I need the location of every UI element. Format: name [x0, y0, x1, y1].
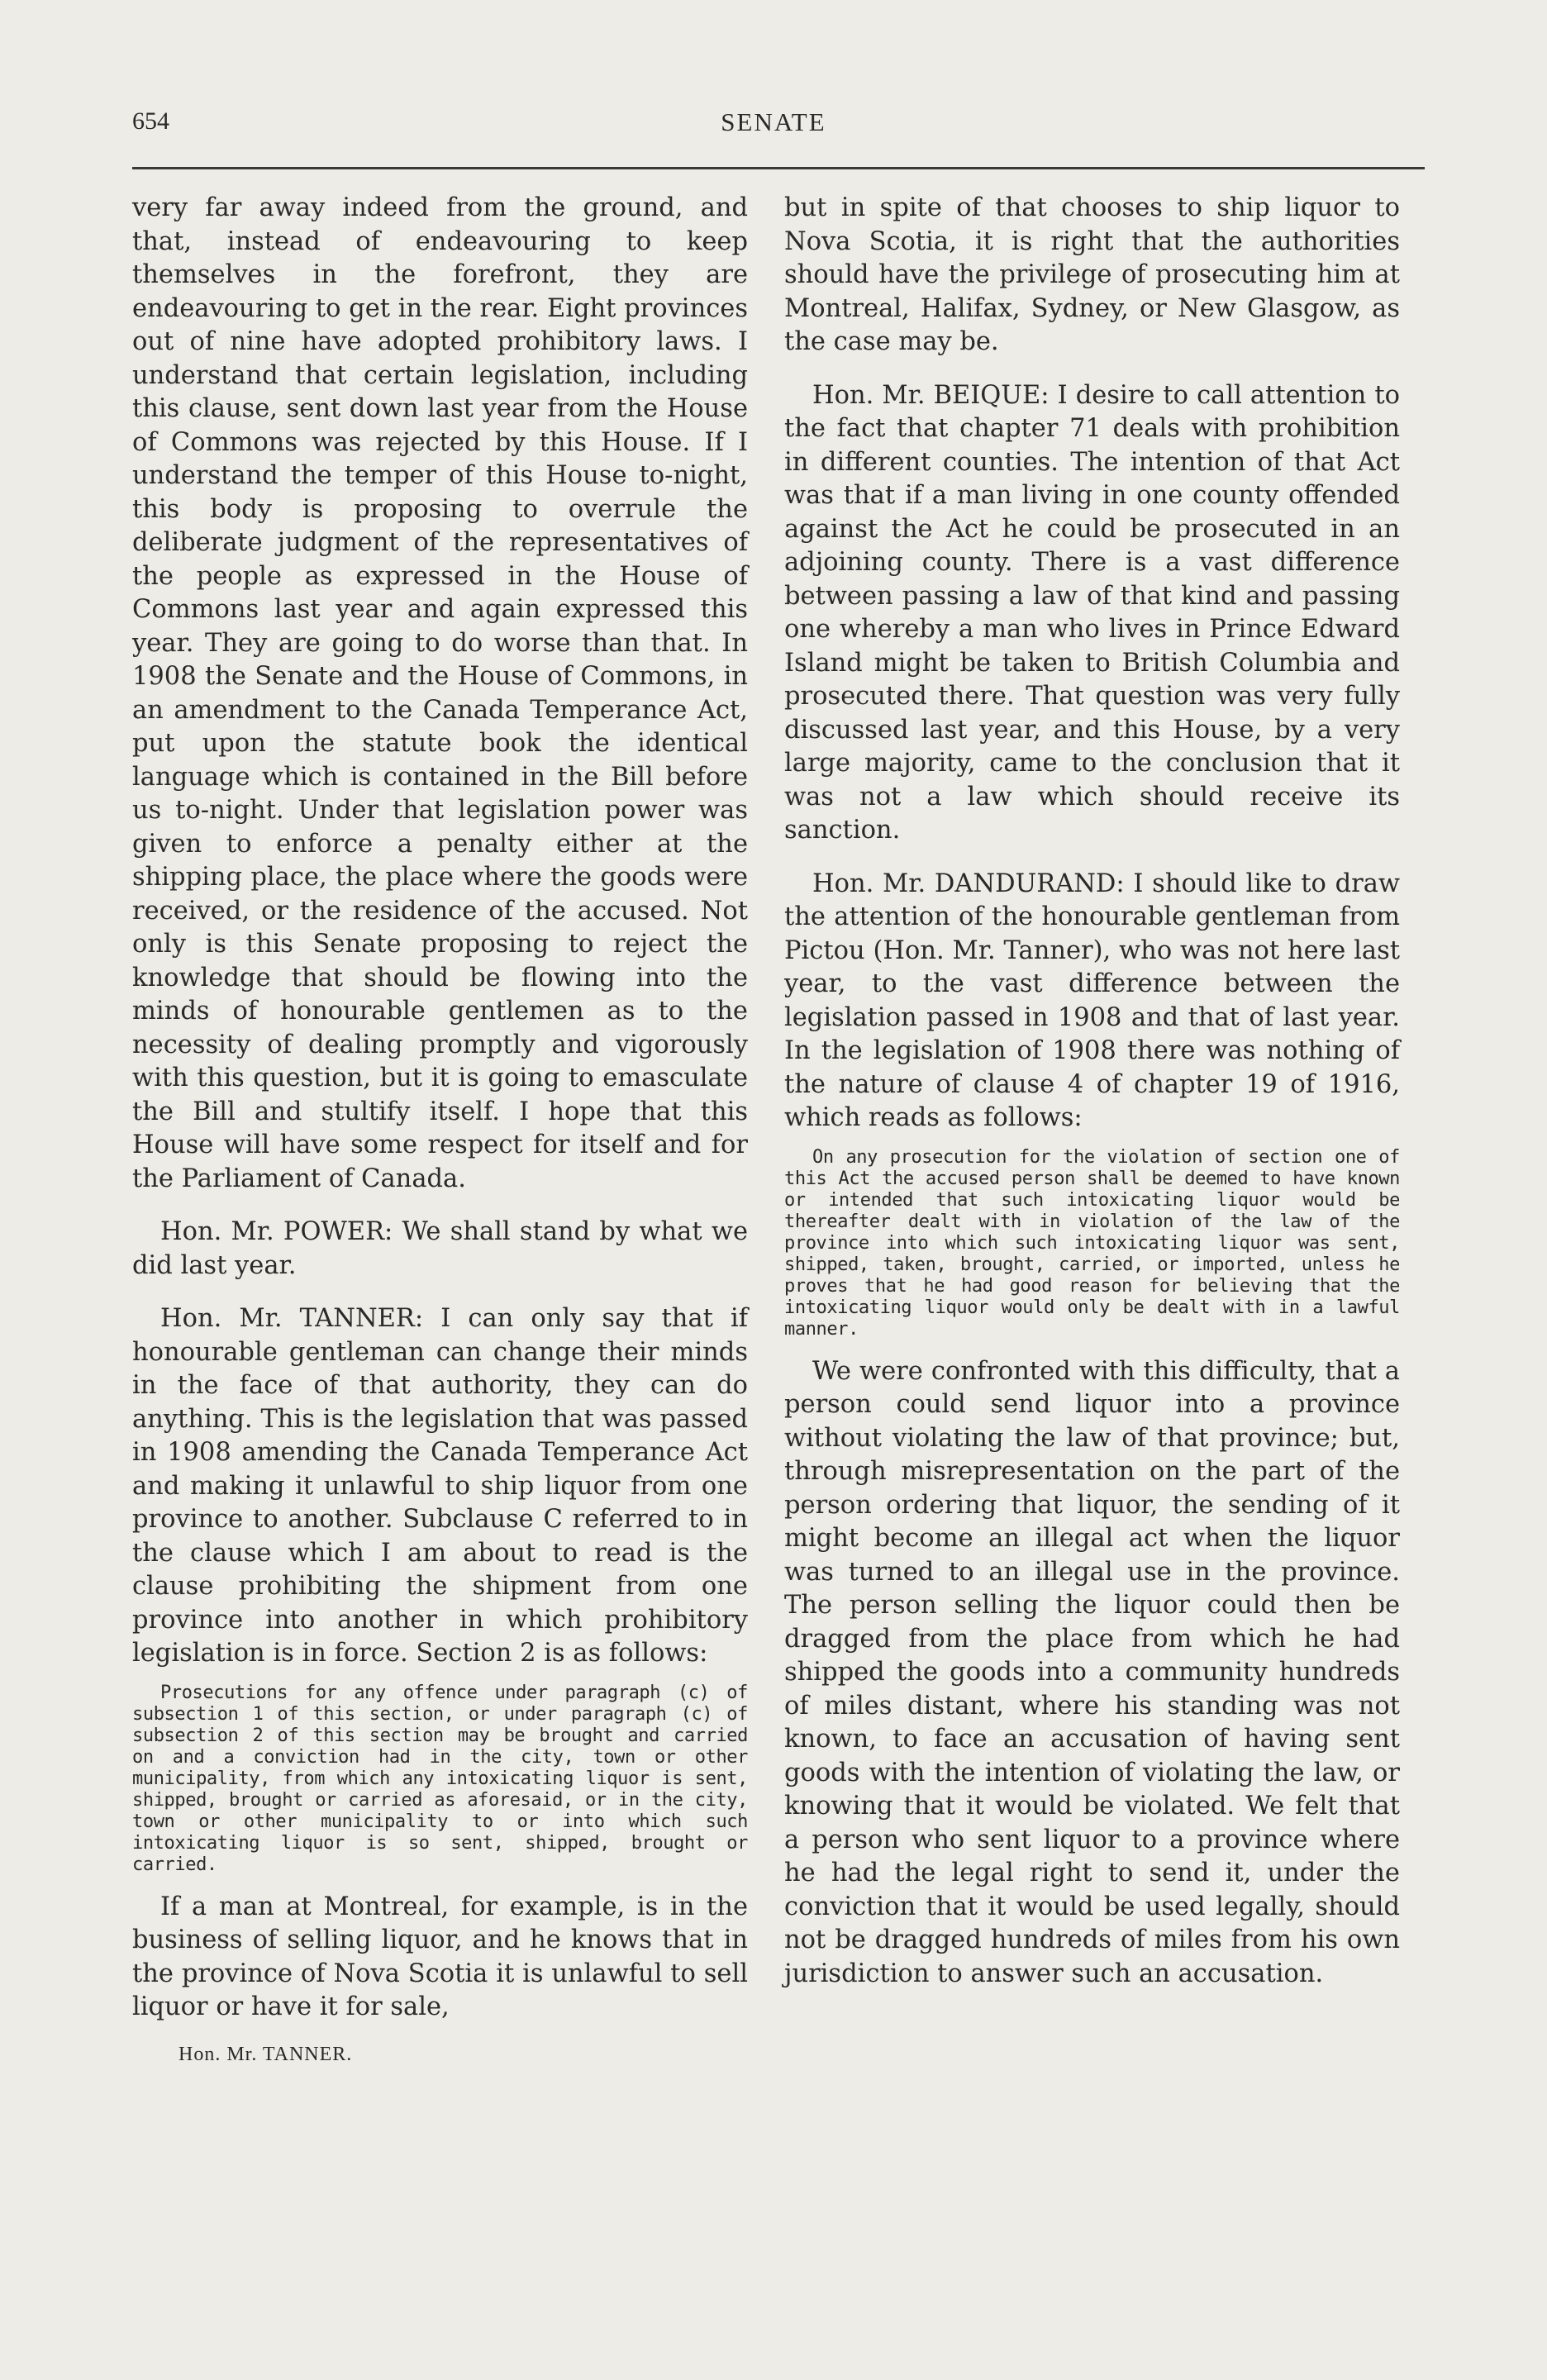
speech-beique: Hon. Mr. BEIQUE: I desire to call attention to the fact that chapter 71 deals with prohibition in different counties. The intention of that Act was that if a man living in one county offended against the Act he could be prosecuted in an adjoining county. There is a vast difference between passing a law of that kind and passing one whereby a man who lives in Prince Edward Island might be taken to British Columbia and prosecuted there. That question was very fully discussed last year, and this House, by a very large majority, came to the conclusion that it was not a law which should receive its sanction.: [784, 380, 1400, 845]
speech-tanner: Hon. Mr. TANNER: I can only say that if honourable gentleman can change their minds in the face of that authority, they can do anything. This is the legislation that was passed in 1908 amending the Canada Temperance Act and making it unlawful to ship liquor from one province to another. Subclause C referred to in the clause which I am about to read is the clause prohibiting the shipment from one province into another in which prohibitory legislation is in force. Section 2 is as follows:: [132, 1304, 748, 1668]
speech-power: Hon. Mr. POWER: We shall stand by what we did last year.: [132, 1217, 748, 1280]
page-number: 654: [132, 107, 169, 135]
quoted-statute: On any prosecution for the violation of section one of this Act the accused person shall be deemed to have known or intended that such intoxicating liquor would be thereafter dealt with in violation of the law of the province into which such intoxicating liquor was sent, shipped, taken, brought, carried, or imported, unless he proves that he had good reason for believing that the intoxicating liquor would only be dealt with in a lawful manner.: [784, 1146, 1400, 1340]
header-rule: [132, 167, 1425, 169]
left-column: [132, 192, 748, 2071]
running-footer: Hon. Mr. TANNER.: [178, 2043, 353, 2065]
speech-dandurand: Hon. Mr. DANDURAND: I should like to draw the attention of the honourable gentleman from Pictou (Hon. Mr. Tanner), who was not here last year, to the vast difference between the legislation passed in 1908 and that of last year. In the legislation of 1908 there was nothing of the nature of clause 4 of chapter 19 of 1916, which reads as follows:: [784, 869, 1400, 1132]
paragraph: but in spite of that chooses to ship liquor to Nova Scotia, it is right that the authorities should have the privilege of prosecuting him at Montreal, Halifax, Sydney, or New Glasgow, as the case may be.: [784, 193, 1400, 356]
quoted-statute: Prosecutions for any offence under paragraph (c) of subsection 1 of this section, or under paragraph (c) of subsection 2 of this section may be brought and carried on and a conviction had in the city, town or other municipality, from which any intoxicating liquor is sent, shipped, brought or carried as aforesaid, or in the city, town or other municipality to or into which such intoxicating liquor is so sent, shipped, brought or carried.: [132, 1682, 748, 1875]
page-title: SENATE: [721, 107, 826, 136]
paragraph: We were confronted with this difficulty, that a person could send liquor into a province without violating the law of that province; but, through misrepresentation on the part of the person ordering that liquor, the sending of it might become an illegal act when the liquor was turned to an illegal use in the province. The person selling the liquor could then be dragged from the place from which he had shipped the goods into a community hundreds of miles distant, where his standing was not known, to face an accusation of having sent goods with the intention of violating the law, or knowing that it would be violated. We felt that a person who sent liquor to a province where he had the legal right to send it, under the conviction that it would be used legally, should not be dragged hundreds of miles from his own jurisdiction to answer such an accusation.: [784, 1356, 1400, 1988]
paragraph: very far away indeed from the ground, and that, instead of endeavouring to keep themselves in the forefront, they are endeavouring to get in the rear. Eight provinces out of nine have adopted prohibitory laws. I understand that certain legislation, including this clause, sent down last year from the House of Commons was rejected by this House. If I understand the temper of this House to-night, this body is proposing to overrule the deliberate judgment of the representatives of the people as expressed in the House of Commons last year and again expressed this year. They are going to do worse than that. In 1908 the Senate and the House of Commons, in an amendment to the Canada Temperance Act, put upon the statute book the identical language which is contained in the Bill before us to-night. Under that legislation power was given to enforce a penalty either at the shipping place, the place where the goods were received, or the residence of the accused. Not only is this Senate proposing to reject the knowledge that should be flowing into the minds of honourable gentlemen as to the necessity of dealing promptly and vigorously with this question, but it is going to emasculate the Bill and stultify itself. I hope that this House will have some respect for itself and for the Parliament of Canada.: [132, 193, 748, 1193]
paragraph: If a man at Montreal, for example, is in the business of selling liquor, and he knows that in the province of Nova Scotia it is unlawful to sell liquor or have it for sale,: [132, 1892, 748, 2021]
right-column: [784, 192, 1400, 1991]
